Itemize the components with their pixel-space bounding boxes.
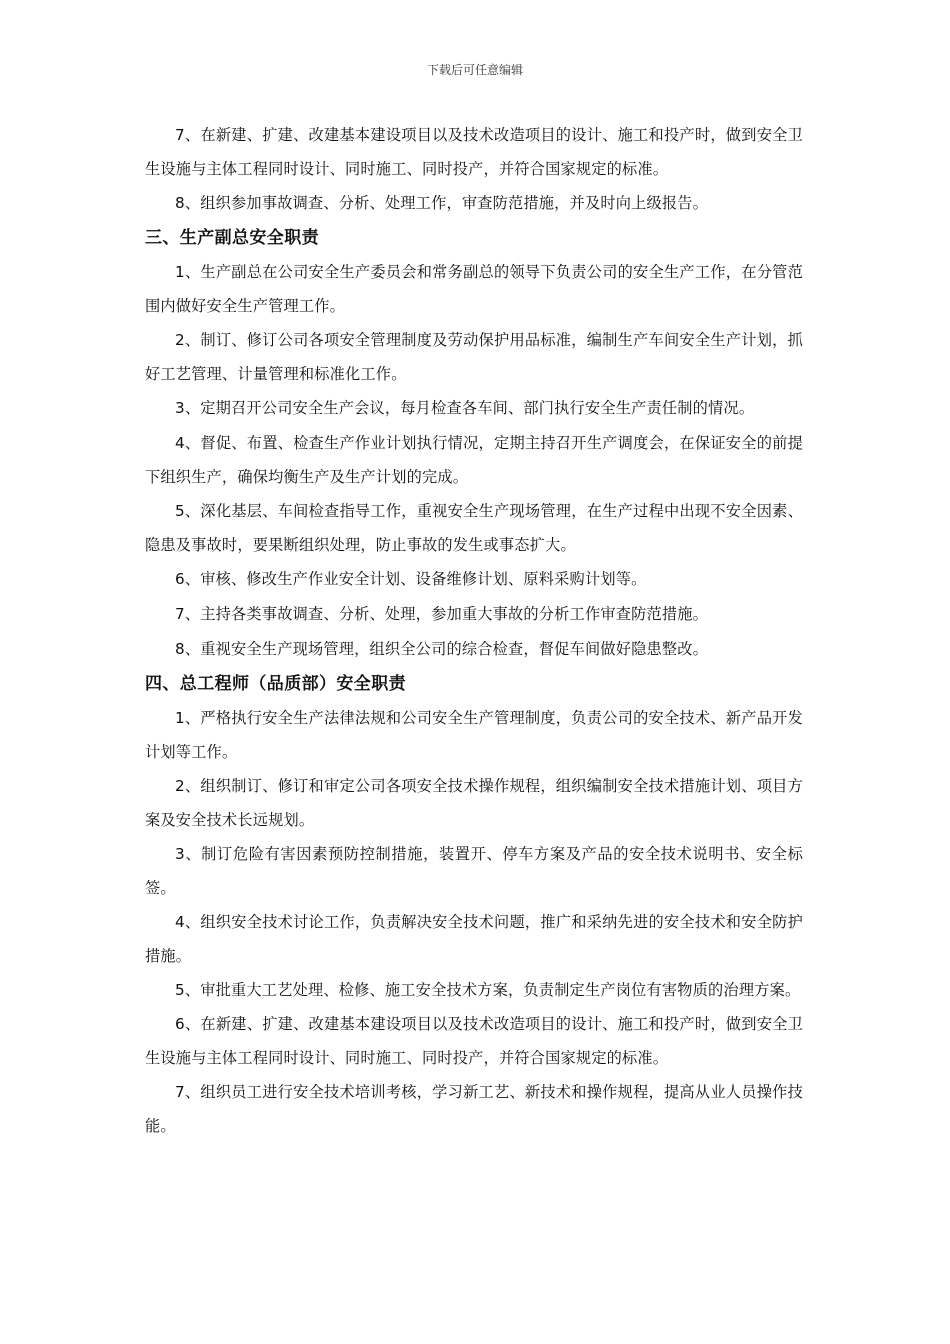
paragraph-6-new-construction: 6、在新建、扩建、改建基本建设项目以及技术改造项目的设计、施工和投产时，做到安全卫生设施与主体工程同时设计、同时施工、同时投产，并符合国家规定的标准。 — [145, 1015, 803, 1067]
page-header: 下载后可任意编辑 — [426, 63, 523, 77]
paragraph-4-production-plan: 4、督促、布置、检查生产作业计划执行情况，定期主持召开生产调度会，在保证安全的前提下组织生产，确保均衡生产及生产计划的完成。 — [145, 434, 803, 486]
paragraph-5-site-inspection: 5、深化基层、车间检查指导工作，重视安全生产现场管理，在生产过程中出现不安全因素、隐患及事故时，要果断组织处理，防止事故的发生或事态扩大。 — [145, 502, 803, 554]
paragraph-1-laws-compliance: 1、严格执行安全生产法律法规和公司安全生产管理制度，负责公司的安全技术、新产品开发计划等工作。 — [145, 709, 803, 761]
paragraph-8-accident-investigation: 8、组织参加事故调查、分析、处理工作，审查防范措施，并及时向上级报告。 — [175, 194, 709, 212]
paragraph-8-site-management: 8、重视安全生产现场管理，组织全公司的综合检查，督促车间做好隐患整改。 — [175, 640, 709, 658]
document-body — [145, 118, 803, 1143]
section-heading-production-vp: 三、生产副总安全职责 — [145, 228, 319, 248]
paragraph-7-accident-handling: 7、主持各类事故调查、分析、处理，参加重大事故的分析工作审查防范措施。 — [175, 605, 709, 623]
paragraph-2-operating-procedures: 2、组织制订、修订和审定公司各项安全技术操作规程，组织编制安全技术措施计划、项目方案及安全技术长远规划。 — [145, 777, 803, 829]
paragraph-3-hazard-control: 3、制订危险有害因素预防控制措施，装置开、停车方案及产品的安全技术说明书、安全标签。 — [145, 845, 803, 897]
paragraph-6-plan-review: 6、审核、修改生产作业安全计划、设备维修计划、原料采购计划等。 — [175, 570, 647, 588]
paragraph-2-regulations: 2、制订、修订公司各项安全管理制度及劳动保护用品标准，编制生产车间安全生产计划，抓好工艺管理、计量管理和标准化工作。 — [145, 331, 803, 383]
paragraph-3-safety-meetings: 3、定期召开公司安全生产会议，每月检查各车间、部门执行安全生产责任制的情况。 — [175, 399, 755, 417]
paragraph-7-facilities: 7、在新建、扩建、改建基本建设项目以及技术改造项目的设计、施工和投产时，做到安全卫生设施与主体工程同时设计、同时施工、同时投产，并符合国家规定的标准。 — [145, 126, 803, 178]
paragraph-1-production-vp: 1、生产副总在公司安全生产委员会和常务副总的领导下负责公司的安全生产工作，在分管范围内做好安全生产管理工作。 — [145, 263, 803, 315]
paragraph-7-training: 7、组织员工进行安全技术培训考核，学习新工艺、新技术和操作规程，提高从业人员操作技能。 — [145, 1083, 803, 1135]
section-heading-chief-engineer: 四、总工程师（品质部）安全职责 — [145, 674, 406, 694]
paragraph-5-approval: 5、审批重大工艺处理、检修、施工安全技术方案，负责制定生产岗位有害物质的治理方案。 — [175, 981, 801, 999]
paragraph-4-technical-discussion: 4、组织安全技术讨论工作，负责解决安全技术问题，推广和采纳先进的安全技术和安全防护措施。 — [145, 913, 803, 965]
